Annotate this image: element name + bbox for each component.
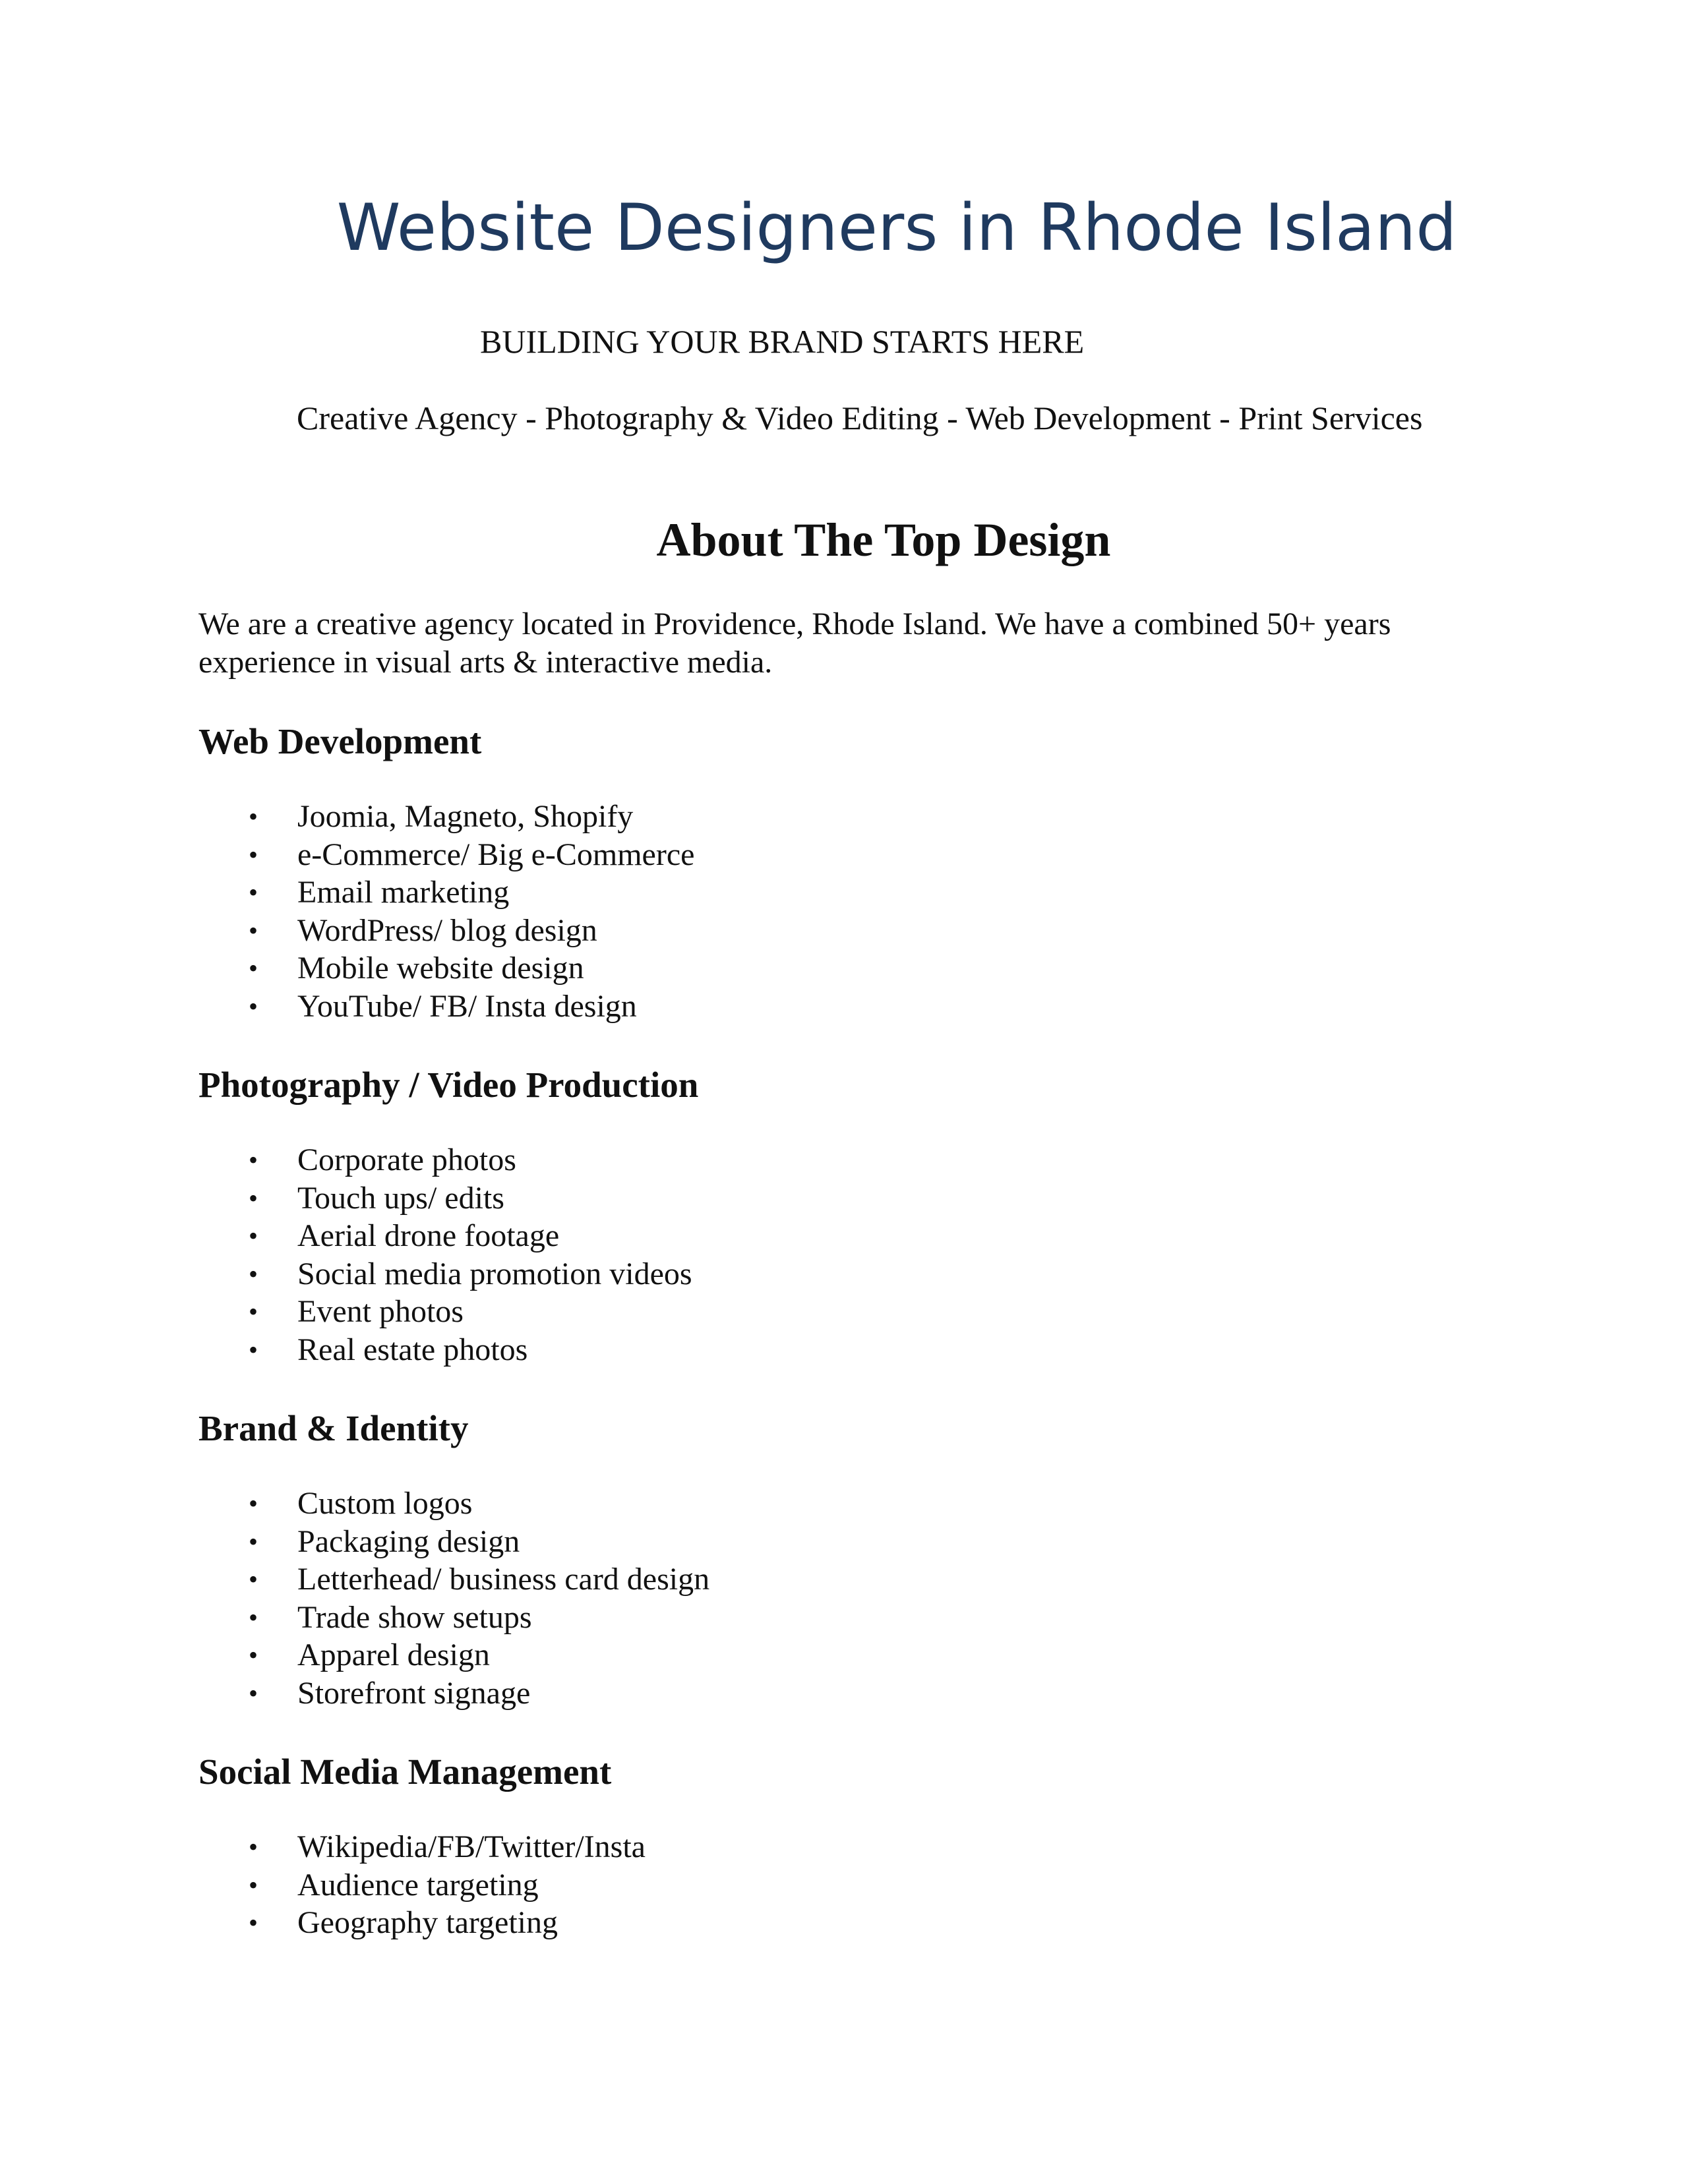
bullet-icon: • xyxy=(249,1678,258,1708)
bullet-icon: • xyxy=(249,991,258,1021)
list-item xyxy=(198,836,1517,874)
list-item-text: Real estate photos xyxy=(297,1332,528,1367)
list-item xyxy=(198,1331,1517,1369)
list-item-text: Trade show setups xyxy=(297,1599,532,1635)
list-item-text: Mobile website design xyxy=(297,951,584,986)
bullet-icon: • xyxy=(249,1258,258,1289)
list-item-text: Wikipedia/FB/Twitter/Insta xyxy=(297,1829,646,1864)
bullet-icon: • xyxy=(249,1297,258,1326)
list-item xyxy=(198,1636,1517,1674)
list-item xyxy=(198,1904,1517,1942)
tagline: BUILDING YOUR BRAND STARTS HERE xyxy=(480,323,1085,360)
list-item-text: Touch ups/ edits xyxy=(297,1180,504,1216)
section-list xyxy=(198,1141,1517,1369)
intro-paragraph: We are a creative agency located in Providence, Rhode Island. We have a combined 50+ years experience in visual arts & interactive media. xyxy=(198,606,1391,680)
bullet-icon: • xyxy=(249,802,258,831)
bullet-icon: • xyxy=(249,877,258,907)
list-item xyxy=(198,988,1517,1026)
section-heading: Photography / Video Production xyxy=(198,1065,699,1105)
list-item-text: YouTube/ FB/ Insta design xyxy=(297,988,637,1024)
list-item xyxy=(198,1179,1517,1218)
section-social-media xyxy=(198,1750,1517,1942)
list-item-text: Aerial drone footage xyxy=(297,1218,560,1253)
list-item xyxy=(198,1141,1517,1179)
list-item xyxy=(198,798,1517,836)
list-item-text: Storefront signage xyxy=(297,1675,531,1711)
list-item xyxy=(198,1674,1517,1713)
bullet-icon: • xyxy=(249,1183,258,1213)
list-item xyxy=(198,1599,1517,1637)
services-line: Creative Agency - Photography & Video Editing - Web Development - Print Services xyxy=(297,399,1423,436)
list-item-text: Letterhead/ business card design xyxy=(297,1562,710,1597)
list-item-text: Corporate photos xyxy=(297,1142,516,1177)
list-item xyxy=(198,1523,1517,1561)
bullet-icon: • xyxy=(249,1908,258,1937)
list-item xyxy=(198,1485,1517,1523)
list-item-text: Apparel design xyxy=(297,1638,490,1672)
bullet-icon: • xyxy=(249,1489,258,1518)
bullet-icon: • xyxy=(249,1564,258,1594)
list-item xyxy=(198,873,1517,912)
list-item xyxy=(198,949,1517,988)
bullet-icon: • xyxy=(249,1602,258,1632)
list-item-text: Geography targeting xyxy=(297,1905,558,1940)
section-list xyxy=(198,1828,1517,1942)
list-item xyxy=(198,1255,1517,1293)
list-item xyxy=(198,1828,1517,1866)
section-list xyxy=(198,798,1517,1025)
bullet-icon: • xyxy=(249,1526,258,1556)
list-item xyxy=(198,912,1517,950)
list-item-text: Packaging design xyxy=(297,1523,520,1559)
bullet-icon: • xyxy=(249,915,258,945)
list-item xyxy=(198,1560,1517,1599)
section-heading: Web Development xyxy=(198,721,482,761)
sections-container xyxy=(198,720,1517,1980)
list-item-text: Audience targeting xyxy=(297,1867,539,1903)
page-title: Website Designers in Rhode Island xyxy=(336,191,1457,266)
bullet-icon: • xyxy=(249,1870,258,1900)
list-item xyxy=(198,1866,1517,1904)
bullet-icon: • xyxy=(249,1640,258,1670)
bullet-icon: • xyxy=(249,1145,258,1175)
list-item-text: Event photos xyxy=(297,1294,464,1329)
bullet-icon: • xyxy=(249,839,258,870)
section-heading: Brand & Identity xyxy=(198,1408,469,1448)
section-list xyxy=(198,1485,1517,1712)
list-item xyxy=(198,1293,1517,1331)
bullet-icon: • xyxy=(249,953,258,983)
bullet-icon: • xyxy=(249,1221,258,1251)
list-item-text: Email marketing xyxy=(297,875,510,910)
section-photography-video xyxy=(198,1063,1517,1369)
list-item-text: Social media promotion videos xyxy=(297,1256,692,1291)
bullet-icon: • xyxy=(249,1832,258,1862)
section-web-development xyxy=(198,720,1517,1025)
section-brand-identity xyxy=(198,1407,1517,1712)
list-item-text: Joomia, Magneto, Shopify xyxy=(297,799,634,834)
list-item xyxy=(198,1217,1517,1255)
list-item-text: WordPress/ blog design xyxy=(297,912,597,948)
list-item-text: e-Commerce/ Big e-Commerce xyxy=(297,837,695,872)
about-heading: About The Top Design xyxy=(656,514,1111,566)
list-item-text: Custom logos xyxy=(297,1486,473,1521)
section-heading: Social Media Management xyxy=(198,1752,612,1792)
bullet-icon: • xyxy=(249,1334,258,1365)
